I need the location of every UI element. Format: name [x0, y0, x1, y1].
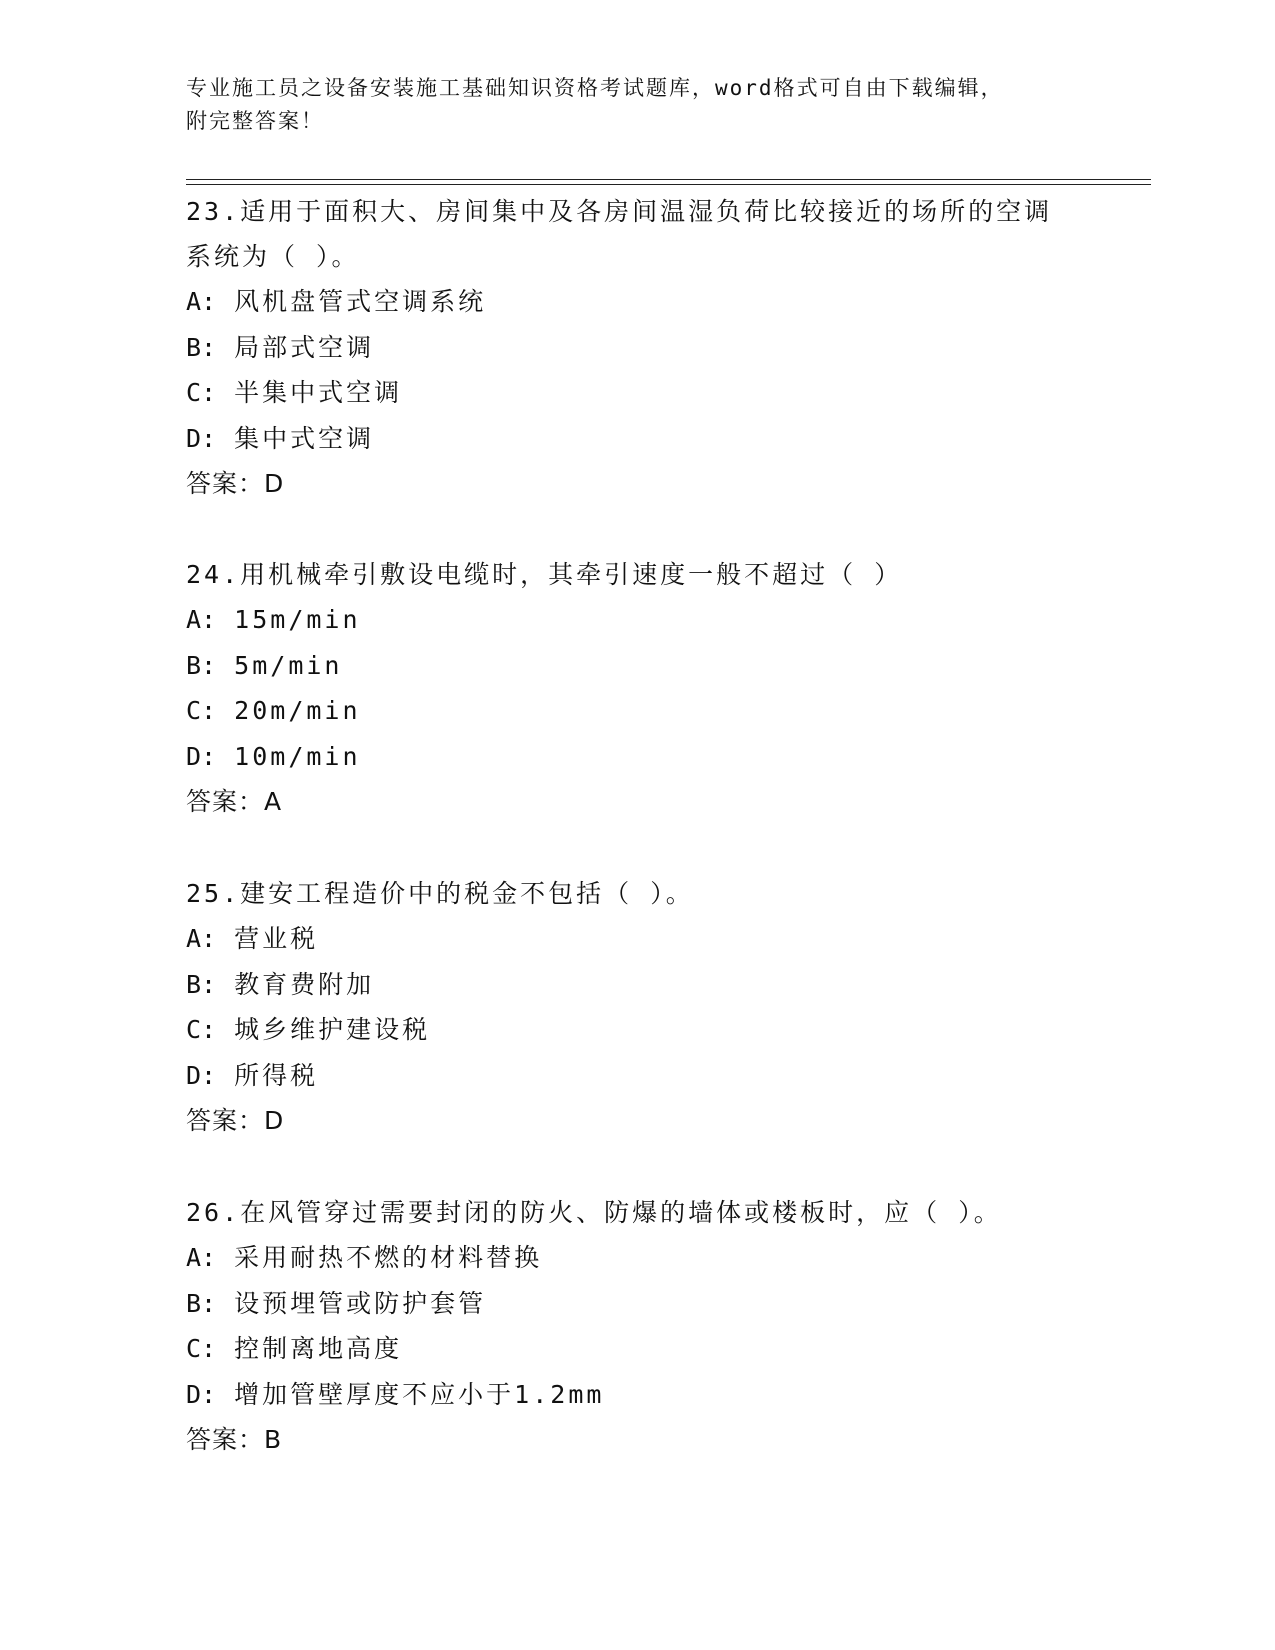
- option-letter: A:: [186, 1243, 217, 1272]
- option-b: [186, 325, 1116, 371]
- answer-label: 答案：D: [186, 1106, 285, 1135]
- option-text: 集中式空调: [216, 423, 375, 453]
- option-d: [186, 1372, 1116, 1418]
- option-letter: D:: [186, 741, 217, 771]
- question-23: [186, 189, 1116, 506]
- option-c: [186, 1326, 1116, 1372]
- question-25: [186, 871, 1116, 1143]
- option-text: 营业税: [216, 924, 319, 953]
- option-a: [186, 916, 1116, 962]
- header-divider-top: [186, 179, 1151, 180]
- option-letter: A:: [186, 287, 217, 316]
- option-b: [186, 962, 1116, 1008]
- option-letter: B:: [186, 332, 217, 362]
- header-line-1: 专业施工员之设备安装施工基础知识资格考试题库，word格式可自由下载编辑，: [186, 76, 1004, 100]
- option-text: 教育费附加: [216, 969, 375, 999]
- option-letter: D:: [186, 1379, 217, 1409]
- option-b: [186, 1281, 1116, 1327]
- option-letter: B:: [186, 1288, 217, 1318]
- option-d: [186, 416, 1116, 462]
- header-divider-bottom: [186, 184, 1151, 185]
- option-c: [186, 688, 1116, 734]
- option-text: 半集中式空调: [216, 378, 403, 407]
- question-stem-line-1: 23.适用于面积大、房间集中及各房间温湿负荷比较接近的场所的空调: [186, 197, 1053, 226]
- question-stem-line-1: 26.在风管穿过需要封闭的防火、防爆的墙体或楼板时，应（ ）。: [186, 1198, 1002, 1227]
- option-b: [186, 643, 1116, 689]
- option-letter: D:: [186, 1060, 217, 1090]
- option-letter: A:: [186, 924, 217, 953]
- option-c: [186, 370, 1116, 416]
- question-26: [186, 1190, 1116, 1462]
- option-letter: B:: [186, 650, 217, 680]
- option-a: [186, 279, 1116, 325]
- question-stem-line-1: 24.用机械牵引敷设电缆时，其牵引速度一般不超过（ ）: [186, 560, 903, 589]
- answer-label: 答案：D: [186, 469, 285, 498]
- option-d: [186, 1053, 1116, 1099]
- option-a: [186, 1235, 1116, 1281]
- option-text: 局部式空调: [216, 332, 375, 362]
- option-c: [186, 1007, 1116, 1053]
- option-text: 15m/min: [216, 605, 361, 634]
- option-text: 10m/min: [216, 741, 361, 771]
- option-text: 20m/min: [216, 696, 361, 725]
- option-letter: C:: [186, 1015, 217, 1044]
- option-text: 控制离地高度: [216, 1334, 403, 1363]
- option-d: [186, 734, 1116, 780]
- option-text: 所得税: [216, 1060, 319, 1090]
- option-text: 5m/min: [216, 650, 343, 680]
- question-stem-line-2: 系统为（ ）。: [186, 242, 360, 271]
- option-text: 风机盘管式空调系统: [216, 287, 487, 316]
- document-header: [186, 72, 1086, 138]
- option-letter: C:: [186, 1334, 217, 1363]
- question-stem-line-1: 25.建安工程造价中的税金不包括（ ）。: [186, 879, 694, 908]
- option-letter: D:: [186, 423, 217, 453]
- option-text: 采用耐热不燃的材料替换: [216, 1243, 543, 1272]
- header-line-2: 附完整答案！: [186, 109, 324, 133]
- option-letter: C:: [186, 696, 217, 725]
- option-letter: C:: [186, 378, 217, 407]
- answer-label: 答案：B: [186, 1425, 283, 1454]
- option-letter: A:: [186, 605, 217, 634]
- option-letter: B:: [186, 969, 217, 999]
- option-text: 设预埋管或防护套管: [216, 1288, 487, 1318]
- question-24: [186, 552, 1116, 824]
- option-text: 增加管壁厚度不应小于1.2mm: [216, 1379, 605, 1409]
- option-text: 城乡维护建设税: [216, 1015, 431, 1044]
- option-a: [186, 597, 1116, 643]
- answer-label: 答案：A: [186, 787, 283, 816]
